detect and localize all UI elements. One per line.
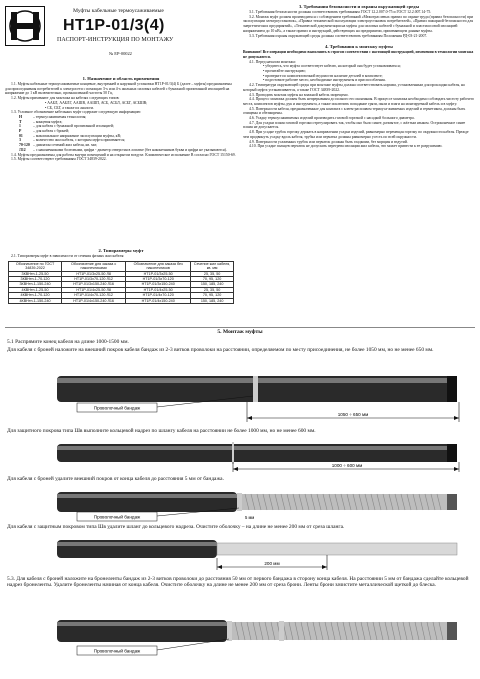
legend-value: – с наконечниками болтовыми, цифра - диаметр отверстия в лопатке (без наконечников буква и цифра не указываются). — [33, 147, 227, 152]
figure-2-dimension: 1000 ÷ 600 мм — [331, 463, 363, 468]
para-2-1: 2.1. Типоразмеры муфт в зависимости от сечения фазных жил кабеля: — [11, 254, 125, 258]
table-header-cell: Обозначение для заказа с наконечниками — [62, 261, 126, 271]
legend-value: – концевая муфта; — [33, 119, 63, 124]
section-2-title: 2. Типоразмеры муфт — [98, 248, 144, 253]
table-cell: НТ1Р-01/3х150-240 Л16 — [62, 282, 126, 287]
table-cell: НТ1Р-01/4х150-240 Л16 — [62, 298, 126, 303]
para-1-5: 1.5. Муфты соответствуют требованиям ГОСТ 34839-2022. — [11, 157, 107, 162]
legend-value: – термоусаживаемая технология; — [33, 114, 87, 119]
table-body — [9, 271, 234, 303]
legend-key: 3 — [19, 138, 21, 143]
company-logo — [5, 6, 45, 46]
figure-4-dimension: 200 мм — [264, 561, 280, 566]
figure-4-cable — [7, 532, 473, 572]
para-4-2: 4.2. Температура окружающей среды при монтаже муфты должна соответствовать нормам, установленным для прокладки кабеля, на который муфта устанавливается, а также ГОСТ 34839-2022. — [243, 83, 465, 92]
step-5-4-a: Для кабеля с защитным покровом типа Шв удалите шланг до кольцевого надреза. Очистите оболочку – на длине не менее 200 мм от среза шланга. — [7, 524, 345, 530]
table-cell: НТ1Р-01/3х70-120 — [126, 276, 191, 281]
table-cell: 25, 35, 50 — [191, 271, 234, 276]
para-1-2: 1.2. Муфты применяют для монтажа на кабелях следующих типов: — [11, 96, 120, 101]
para-1-3: 1.3. Условное обозначение кабельных муфт содержит следующую информацию: — [11, 110, 142, 115]
section-1-title: 1. Назначение и область применения — [82, 76, 160, 81]
warning-text: Внимание! Все операции необходимо выполнять в строгом соответствии с настоящей инструкцией, изменения в технологии монтажа не допускаются. — [243, 50, 474, 59]
para-4-9: 4.9. Поверхности усаженных трубок или перчаток должны быть гладкими, без морщин и вздутий. — [249, 139, 408, 144]
table-header-cell: Обозначение для заказа без наконечников — [126, 261, 191, 271]
legend-key: 1 — [19, 124, 21, 129]
table-cell: НТ1Р-01/4х70-120 Л12 — [62, 293, 126, 298]
logo-mark-icon — [6, 7, 44, 45]
para-4-5: 4.5. Поверхности кабеля, предназначенные для контакта с клеем-расплавом термоуса-живаемых изделий и герметиком, должны быть очищены и обезжирены. — [243, 106, 466, 116]
figure-1-cable — [7, 366, 473, 426]
table-cell: 4КВНтп-1-150-240 — [9, 298, 62, 303]
table-cell: 4КВНтп-1-25-50 — [9, 287, 62, 292]
legend-key: Л12 — [19, 147, 26, 152]
legend-key: Р — [19, 129, 22, 134]
figure-1-dimension: 1050 ÷ 650 мм — [337, 412, 369, 417]
bullet-3: • проверьте по комплектовочной ведомости наличие деталей в комплекте; — [263, 73, 383, 78]
bullet-1: • убедитесь, что муфта соответствует кабелю, на который она будет устанавливаться; — [263, 64, 401, 69]
table-header-cell: Обозначение по ГОСТ 34839-2022 — [9, 261, 62, 271]
table-cell: 70, 95, 120 — [191, 276, 234, 281]
para-1-1: 1.1. Муфты кабельные термоусаживаемые концевые, внутренней и наружной установки НТ1Р-01/3(4) Б (далее – муфты) предназначены для присоединения потребителей к электросети с помощью 3-х или 4-х жильных силовых кабелей с бумажной пропитанной изоляцией на напряжение до 1 кВ включительно, промышленной частоты 50 Гц. — [5, 82, 232, 96]
legend-value: – диапазон сечений жил кабеля, кв. мм; — [33, 143, 97, 148]
sizes-table — [8, 261, 234, 304]
table-cell: 70, 95, 120 — [191, 293, 234, 298]
para-4-3: 4.3. Проводить монтаж муфты на влажной кабель запрещено. — [249, 92, 349, 97]
para-4-7: 4.7. Для усадки пламя газовой горелки отрегулировать так, чтобы оно было синее, размытое, с жёлтым языком. Остроконечное синее пламя не допускается. — [243, 120, 466, 130]
legend-key: Т — [19, 119, 22, 124]
table-cell: 150, 185, 240 — [191, 298, 234, 303]
section-1 — [5, 76, 237, 162]
section-4-title: 4. Требования к монтажу муфты — [325, 44, 393, 50]
para-4-10: 4.10. При усадке пальцев перчаток не допускать перегрева изоляции жил кабеля, что может привести к ее разрушению. — [249, 144, 443, 149]
step-5-3-a: Для кабеля с броней удалите внешний покров от конца кабеля до расстояния 5 мм от бандажа. — [7, 476, 224, 482]
table-cell: НТ1Р-01/3х25-50 Л8 — [62, 271, 126, 276]
table-header-row — [9, 261, 234, 271]
table-cell: НТ1Р-01/4х150-240 — [126, 298, 191, 303]
table-cell: 3КВНтп-1-70-120 — [9, 276, 62, 281]
legend-value: – количество жил кабеля, с которым муфта применяется; — [33, 138, 126, 143]
para-4-4: 4.4. Процесс монтажа должен быть непрерывным до полного его окончания. В процессе монтажа необходимо соблюдать чистоту рабочего места, комплектов муфты, рук и инструмента, а также исключить попадание грязи, пыли и влаги на монтируемый кабель и в муфту. — [243, 97, 475, 106]
table-cell: НТ1Р-01/4х25-50 — [126, 287, 191, 292]
table-cell: НТ1Р-01/4х70-120 — [126, 293, 191, 298]
legend-value: – для кабеля с бумажной пропитанной изоляцией; — [33, 124, 114, 129]
brand-line: Муфты кабельные термоусаживаемые — [73, 8, 164, 14]
para-3-2: 3.2. Монтаж муфт должен производиться с соблюдением требований «Межотраслевых правил по охране труда (правил безопасности) при эксплуатации электроустановок», «Правил технической эксплуатации электроустановок потребителей», «Правил пожарной безопасности для энергетических предприятий», «Технической документации на муфты для силовых кабелей с бумажной и пластмассовой изоляцией напряжением до 10 кВ», а также правил и инструкций, действующих на предприятии, применяющем данные муфты. — [243, 14, 474, 33]
legend-key: 70-120 — [19, 143, 30, 148]
figure-5-label: Проволочный бандаж — [93, 648, 141, 654]
table-cell: НТ1Р-01/3х25-50 — [126, 271, 191, 276]
table-cell: НТ1Р-01/4х25-50 Л8 — [62, 287, 126, 292]
step-5-1-b: Для кабеля с броней наложите на внешний покров кабеля бандаж из 2-3 витков проволоки на расстоянии, определяемом по месту присоединения, не более 1050 мм, но не менее 650 мм. — [7, 347, 434, 353]
figure-5-cable — [7, 606, 473, 660]
cable-types-1: • ААБЛ, ААБЛГ, ААШВ, ААШП, АСБ, АСБЛ, АСБГ, АСБШВ; — [45, 100, 148, 105]
table-row — [9, 298, 234, 303]
bullet-4: • подготовьте рабочее место, необходимые инструменты и приспособления. — [263, 78, 386, 83]
step-5-1-a: 5.1 Распрямите конец кабеля на длине 1000-1500 мм. — [7, 339, 129, 345]
right-column — [243, 4, 475, 149]
cable-types-2: • СБ, СБГ, а также их аналоги. — [45, 105, 94, 110]
legend-key: 01 — [19, 133, 23, 138]
para-3-3: 3.3. Требования охраны окружающей среды должны соответствовать требованиям Положения РД-03-21-2007. — [249, 33, 428, 38]
product-code: НТ1Р-01/3(4) — [63, 17, 165, 34]
designation-legend — [5, 115, 237, 153]
table-cell: 25, 35, 50 — [191, 287, 234, 292]
document-number: № ЕР-00022 — [109, 51, 132, 56]
table-header-cell: Сечение жил кабеля, кв. мм — [191, 261, 234, 271]
table-cell: НТ1Р-01/3х70-120 Л12 — [62, 276, 126, 281]
para-4-8: 4.8. При усадке трубок горелку держать в направлении усадки изделий, равномерно перемещая горелку по окружности кабеля. Прежде чем продвинуть усадку вдоль кабеля, трубка или перчатка должны равномерно усесть по всей окружности. — [243, 130, 469, 139]
para-1-4: 1.4. Муфты предназначены для работы внутри помещений и на открытом воздухе. Климатическое исполнение В согласно ГОСТ 15150-69. — [11, 152, 236, 157]
legend-value: – для кабеля с броней; — [33, 129, 70, 134]
figure-1-label: Проволочный бандаж — [93, 405, 141, 411]
figure-3-label: Проволочный бандаж — [93, 514, 141, 520]
figure-3-cable — [7, 484, 473, 522]
figure-3-dimension: 5 мм — [245, 515, 255, 520]
figure-2-cable — [7, 436, 473, 474]
legend-value: – максимальное напряжение эксплуатации муфты, кВ; — [33, 133, 122, 138]
para-4-1: 4.1. Перед началом монтажа: — [249, 59, 296, 64]
legend-key: Н — [19, 114, 22, 119]
table-cell: 150, 185, 240 — [191, 282, 234, 287]
document-type: ПАСПОРТ-ИНСТРУКЦИЯ ПО МОНТАЖУ — [57, 37, 174, 43]
bullet-2: • прочитайте инструкцию; — [263, 69, 306, 74]
section-5-title: 5. Монтаж муфты — [217, 329, 263, 335]
divider — [5, 327, 475, 328]
para-4-6: 4.6. Усадку термоусаживаемых изделий производить газовой горелкой с насадкой большого диаметра. — [249, 116, 415, 121]
table-cell: 3КВНтп-1-150-240 — [9, 282, 62, 287]
section-2 — [5, 248, 237, 304]
step-5-2-a: Для защитного покрова типа Шв выполните кольцевой надрез по шлангу кабеля на расстоянии не более 1000 мм, но не менее 600 мм. — [7, 428, 316, 434]
legend-item — [5, 148, 237, 153]
section-3-title: 3. Требования безопасности и охраны окружающей среды — [298, 4, 420, 9]
step-5-3-b: 5.3. Для кабеля с броней наложите на бронеленты бандаж из 2-3 витков проволоки до расстояния 50 мм от первого бандажа в сторону конца кабеля. На расстоянии 5 мм от бандажа сделайте кольцевой надрез бронеленты. Удалите бронеленты начиная от конца кабеля. Очистите оболочку на длине не менее 200 мм от среза брони. Ленты брони зачистите металлической щеткой до блеска. — [7, 576, 469, 589]
para-3-1: 3.1. Требования безопасности должны соответствовать требованиям ГОСТ 12.2.007.0-75 и ГОСТ 12.2.007.14-75. — [249, 10, 432, 14]
table-cell: НТ1Р-01/3х150-240 — [126, 282, 191, 287]
table-cell: 3КВНтп-1-25-50 — [9, 271, 62, 276]
table-cell: 4КВНтп-1-70-120 — [9, 293, 62, 298]
